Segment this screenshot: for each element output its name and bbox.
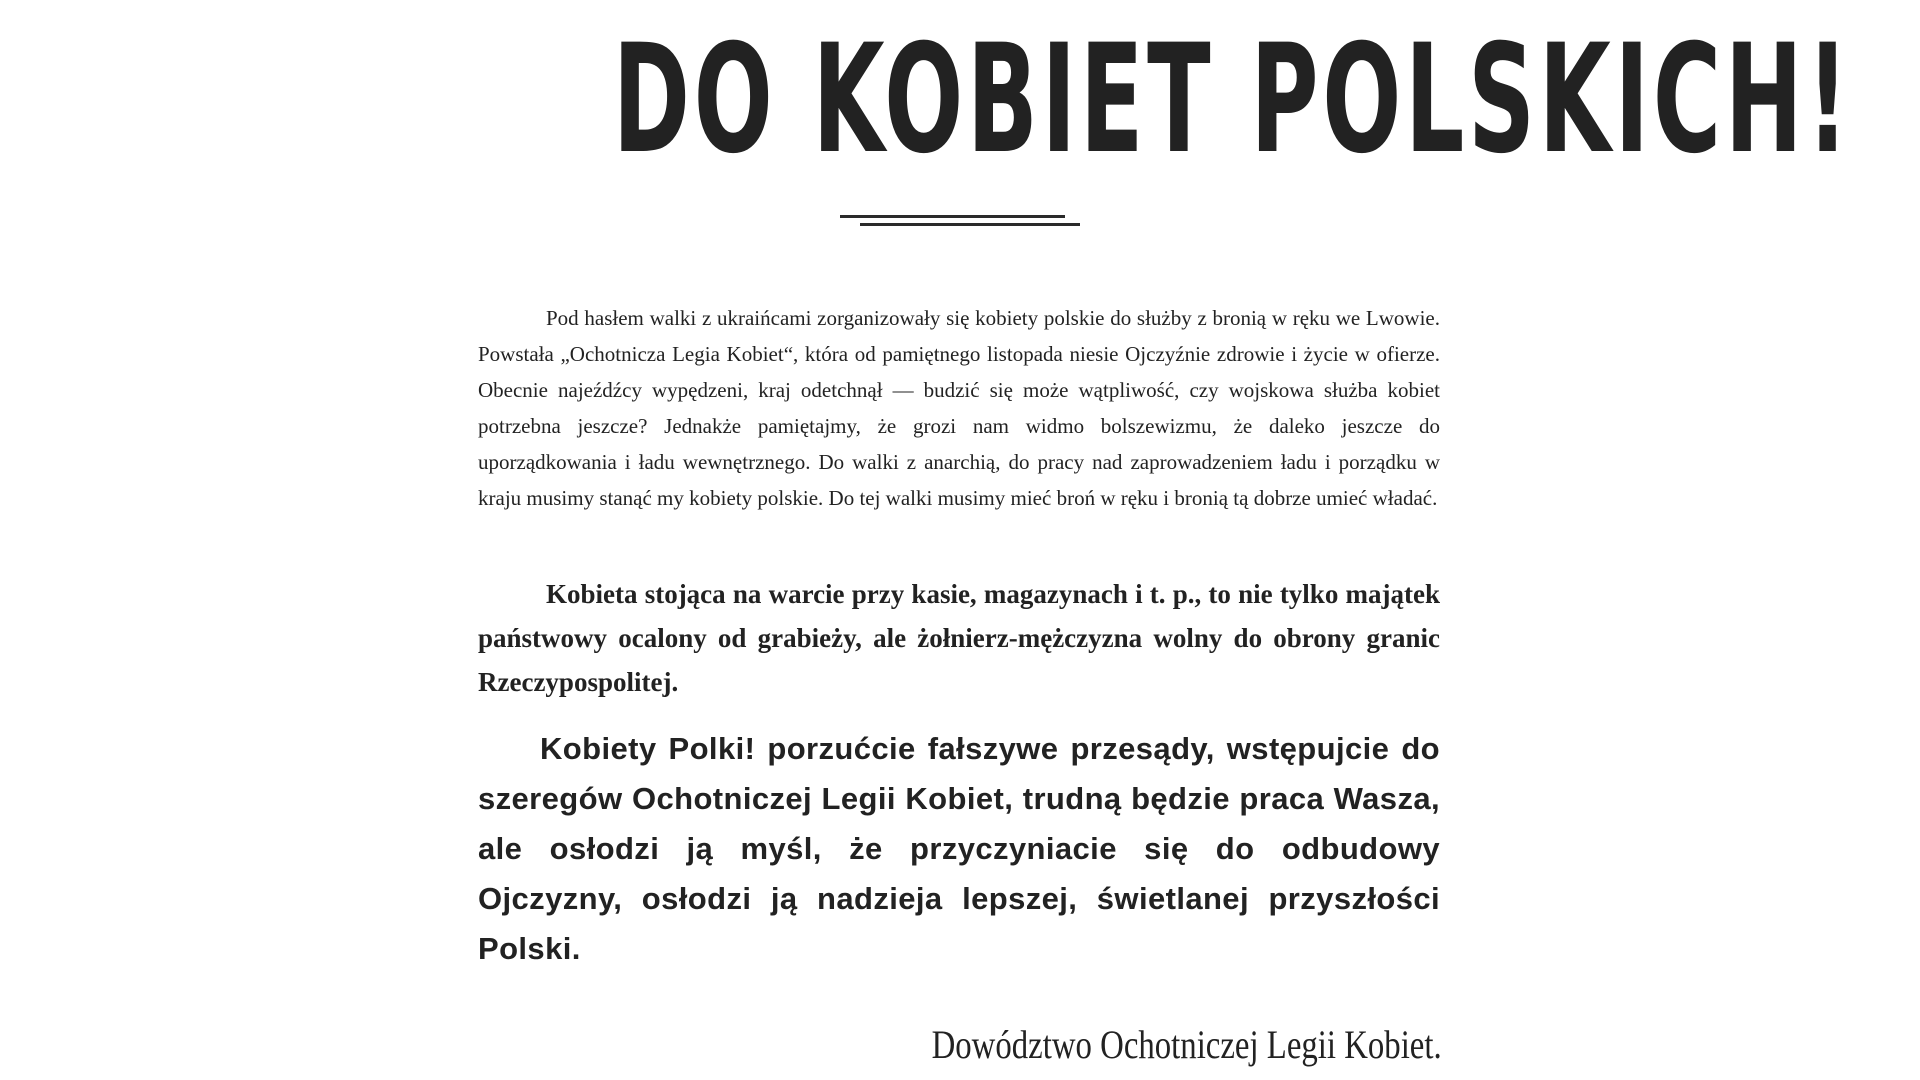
guard-paragraph: Kobieta stojąca na warcie przy kasie, magazynach i t. p., to nie tylko majątek państwowy ocalony od grabieży, ale żołnierz-mężczyzna wolny do obrony granic Rzeczypospolitej. [478,579,1440,697]
signature: Dowództwo Ochotniczej Legii Kobiet. [931,1022,1442,1067]
appeal-paragraph: Kobiety Polki! porzućcie fałszywe przesądy, wstępujcie do szeregów Ochotniczej Legii Kobiet, trudną będzie praca Wasza, ale osłodzi ją myśl, że przyczyniacie się do odbudowy Ojczyzny, osłodzi ją nadzieja lepszej, świetlanej przyszłości Polski. [478,731,1440,966]
poster-title: DO KOBIET POLSKICH! [612,13,1853,187]
title-divider-upper [840,215,1065,218]
intro-paragraph: Pod hasłem walki z ukraińcami zorganizowały się kobiety polskie do służby z bronią w ręku we Lwowie. Powstała „Ochotnicza Legia Kobiet“, która od pamiętnego listopada niesie Ojczyźnie zdrowie i życie w ofierze. Obecnie najeźdźcy wypędzeni, kraj odetchnął — budzić się może wątpliwość, czy wojskowa służba kobiet potrzebna jeszcze? Jednakże pamiętajmy, że grozi nam widmo bolszewizmu, że daleko jeszcze do uporządkowania i ładu wewnętrznego. Do walki z anarchią, do pracy nad zaprowadzeniem ładu i porządku w kraju musimy stanąć my kobiety polskie. Do tej walki musimy mieć broń w ręku i bronią tą dobrze umieć władać. [478,306,1440,510]
title-divider-lower [860,223,1080,226]
